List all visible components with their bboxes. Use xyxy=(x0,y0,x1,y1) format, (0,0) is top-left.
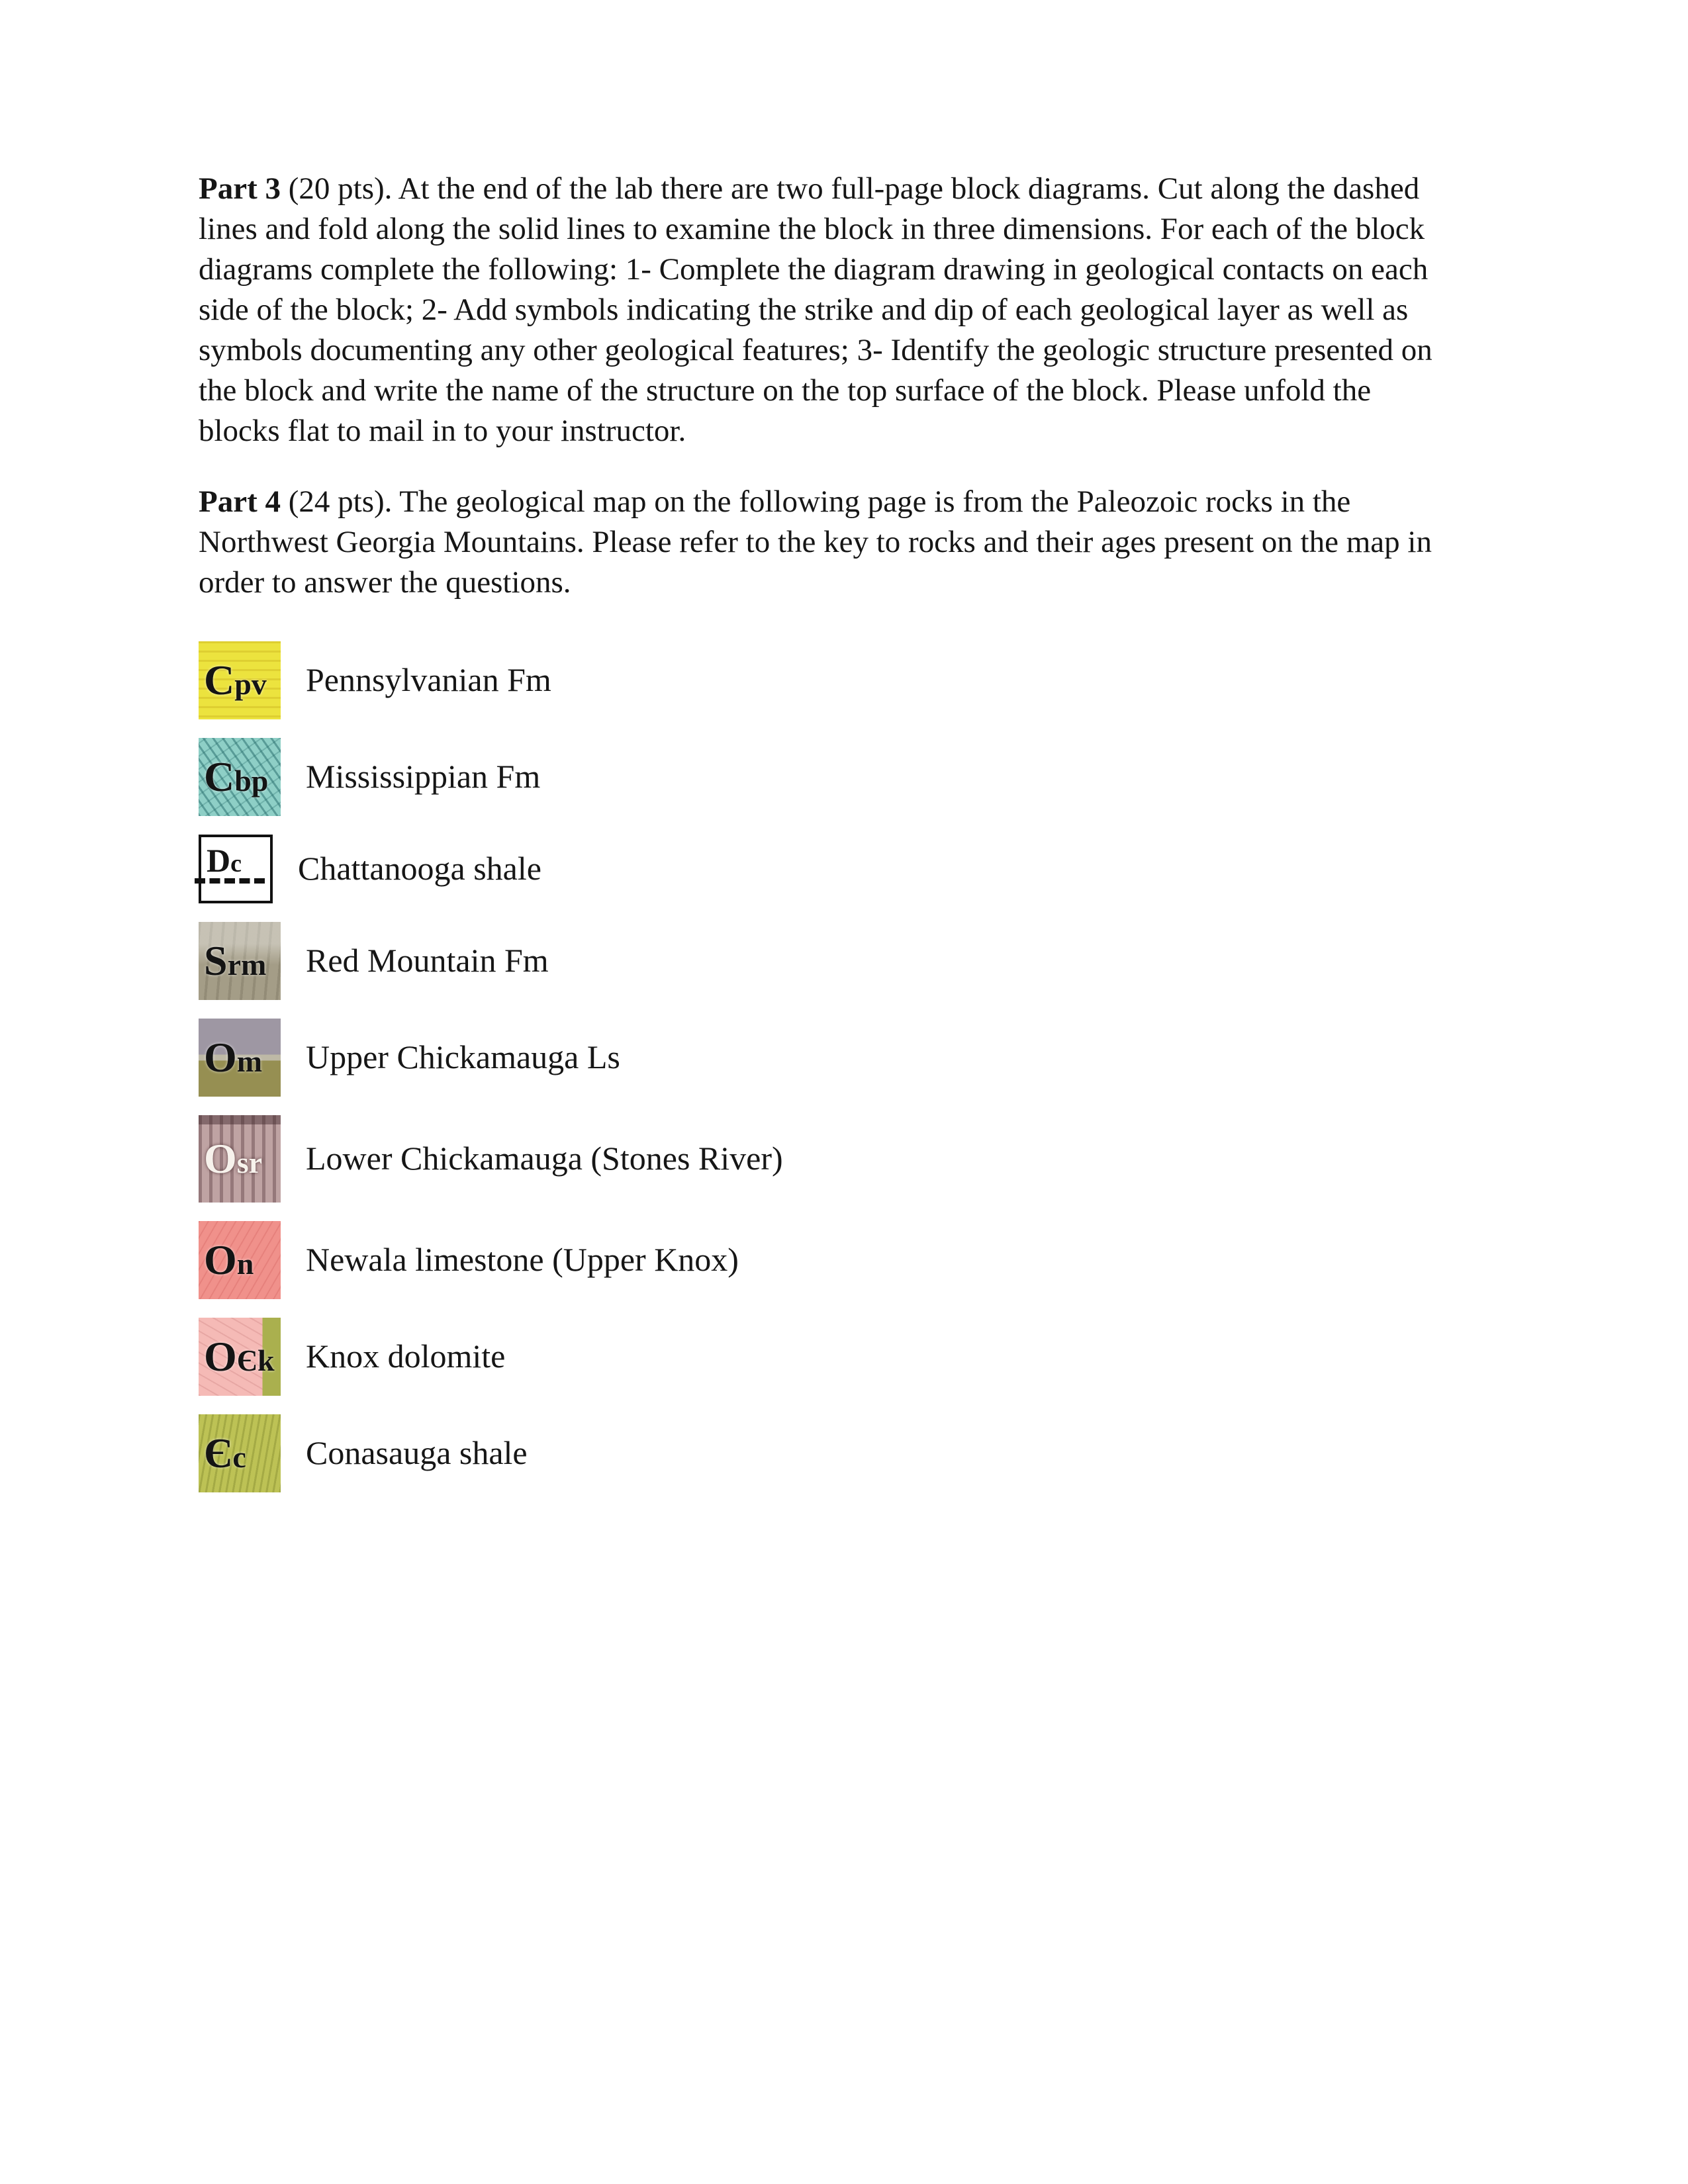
swatch-red-mountain xyxy=(199,922,281,1000)
legend-item-upper-chickamauga xyxy=(199,1019,1443,1097)
unit-symbol xyxy=(204,1429,246,1478)
swatch-lower-chickamauga xyxy=(199,1115,281,1203)
legend-item-knox-dolomite xyxy=(199,1318,1443,1396)
legend-label: Mississippian Fm xyxy=(306,758,541,796)
swatch-knox-dolomite xyxy=(199,1318,281,1396)
legend-label: Chattanooga shale xyxy=(298,850,541,887)
unit-symbol xyxy=(207,841,242,880)
unit-symbol xyxy=(204,656,267,705)
unit-symbol-sub: c xyxy=(232,1440,246,1474)
unit-symbol-main: O xyxy=(204,1135,237,1182)
legend-label: Newala limestone (Upper Knox) xyxy=(306,1241,739,1279)
unit-symbol-main: S xyxy=(204,937,228,984)
page-content xyxy=(199,169,1443,1511)
swatch-conasauga xyxy=(199,1414,281,1492)
unit-symbol-sub: n xyxy=(236,1247,254,1281)
unit-symbol-main: C xyxy=(204,657,235,704)
unit-symbol-sub: m xyxy=(236,1044,263,1078)
unit-symbol-main: O xyxy=(204,1236,237,1283)
unit-symbol-sub: bp xyxy=(234,764,269,797)
unit-symbol-sub: c xyxy=(230,850,242,878)
legend-label: Pennsylvanian Fm xyxy=(306,661,551,699)
legend-label: Upper Chickamauga Ls xyxy=(306,1038,620,1076)
map-key-legend xyxy=(199,641,1443,1492)
legend-item-chattanooga xyxy=(199,835,1443,903)
swatch-pennsylvanian xyxy=(199,641,281,719)
legend-item-red-mountain xyxy=(199,922,1443,1000)
unit-symbol-sub: Єk xyxy=(236,1343,275,1377)
legend-item-newala xyxy=(199,1221,1443,1299)
unit-symbol-main: O xyxy=(204,1034,237,1081)
swatch-mississippian xyxy=(199,738,281,816)
legend-label: Conasauga shale xyxy=(306,1434,528,1472)
swatch-newala xyxy=(199,1221,281,1299)
legend-item-lower-chickamauga xyxy=(199,1115,1443,1203)
unit-symbol xyxy=(204,1332,275,1381)
unit-symbol-main: D xyxy=(207,842,231,879)
unit-symbol xyxy=(204,752,268,801)
unit-symbol-main: C xyxy=(204,753,235,800)
part4-paragraph xyxy=(199,482,1443,603)
legend-item-pennsylvanian xyxy=(199,641,1443,719)
legend-item-conasauga xyxy=(199,1414,1443,1492)
part4-body-text: (24 pts). The geological map on the following page is from the Paleozoic rocks in the Northwest Georgia Mountains. Please refer to the key to rocks and their ages present on the map in order to answer the questions. xyxy=(199,484,1432,600)
unit-symbol xyxy=(204,936,266,985)
part3-paragraph xyxy=(199,169,1443,451)
part3-heading: Part 3 xyxy=(199,171,281,206)
part3-body-text: (20 pts). At the end of the lab there are two full-page block diagrams. Cut along the dashed lines and fold along the solid lines to examine the block in three dimensions. For each of the block diagrams complete the following: 1- Complete the diagram drawing in geological contacts on each side of the block; 2- Add symbols indicating the strike and dip of each geological layer as well as symbols documenting any other geological features; 3- Identify the geologic structure presented on the block and write the name of the structure on the top surface of the block. Please unfold the blocks flat to mail in to your instructor. xyxy=(199,171,1432,448)
unit-symbol-sub: pv xyxy=(234,667,267,701)
unit-symbol xyxy=(204,1236,254,1285)
legend-label: Knox dolomite xyxy=(306,1338,506,1375)
legend-item-mississippian xyxy=(199,738,1443,816)
unit-symbol xyxy=(204,1134,262,1183)
unit-symbol xyxy=(204,1033,262,1082)
unit-symbol-main: Є xyxy=(204,1430,233,1477)
unit-symbol-sub: sr xyxy=(236,1146,263,1179)
legend-label: Red Mountain Fm xyxy=(306,942,549,979)
unit-symbol-sub: rm xyxy=(227,948,267,981)
unit-symbol-main: O xyxy=(204,1333,237,1380)
swatch-upper-chickamauga xyxy=(199,1019,281,1097)
swatch-chattanooga xyxy=(199,835,273,903)
part4-heading: Part 4 xyxy=(199,484,281,519)
legend-label: Lower Chickamauga (Stones River) xyxy=(306,1140,783,1177)
